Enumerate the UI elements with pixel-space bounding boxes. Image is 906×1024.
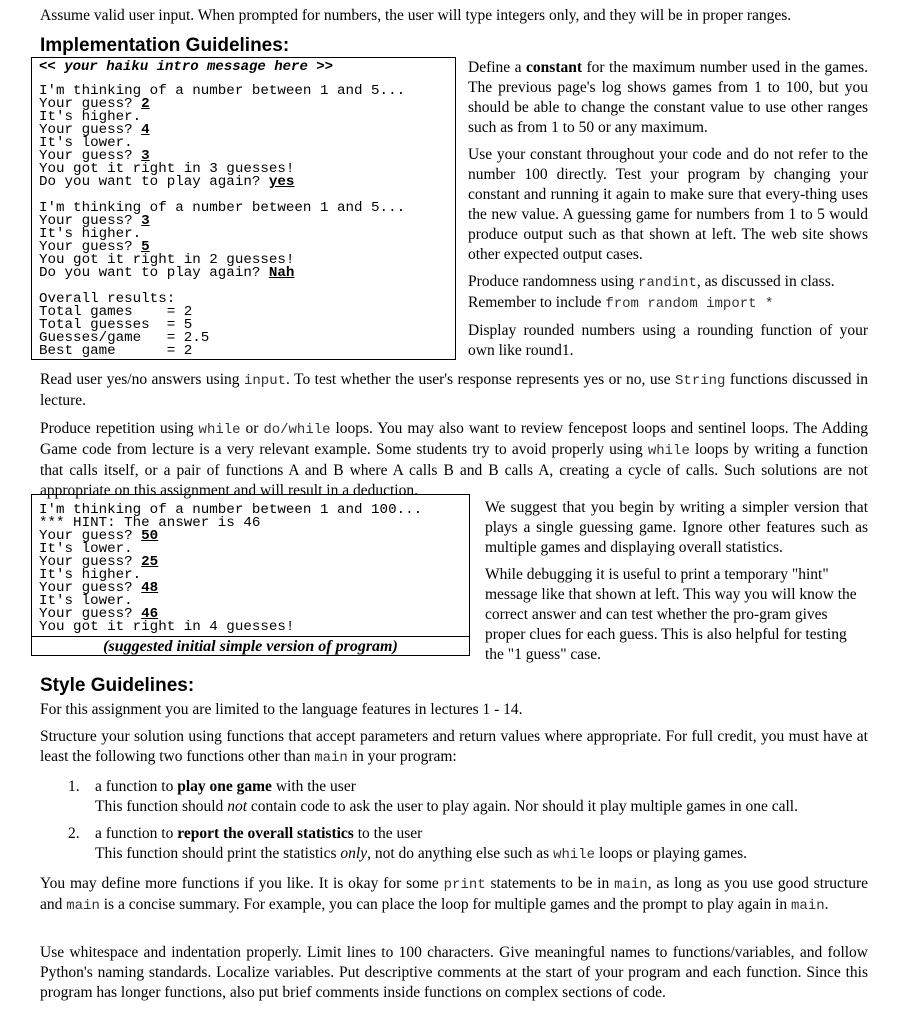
user-input: 3: [141, 148, 150, 164]
style-heading: Style Guidelines:: [40, 675, 195, 696]
console-line: Do you want to play again? yes: [39, 174, 295, 190]
intro-text: Assume valid user input. When prompted for numbers, the user will type integers only, and they will be in proper ranges.: [40, 7, 792, 24]
constant-paragraph: Define a constant for the maximum number used in the games. The previous page's log shows games from 1 to 100, but you should be able to change the constant value to use other ranges such as from 1 to 50 or any maximum.: [468, 59, 868, 136]
input-paragraph: Read user yes/no answers using input. To test whether the user's response represents yes or no, use String functions discussed in lecture.: [40, 371, 869, 409]
console-line: I'm thinking of a number between 1 and 100...: [39, 502, 423, 518]
stats-line: Total games = 2: [39, 304, 193, 320]
list-item-play-one-game: 1. a function to play one game with the user This function should not contain code to ask the user to play again. Nor should it play multiple games in one call.: [68, 778, 798, 815]
console-line: It's higher.: [39, 109, 142, 125]
console-line: You got it right in 2 guesses!: [39, 252, 295, 268]
simple-version-paragraph: We suggest that you begin by writing a simpler version that plays a single guessing game. Ignore other features such as multiple games and displaying overall statistics.: [485, 499, 868, 556]
more-functions-paragraph: You may define more functions if you like. It is okay for some print statements to be in main, as long as you use good structure and main is a concise summary. For example, you can place the loop for multiple games and the prompt to play again in main.: [40, 875, 869, 914]
user-input: 50: [141, 528, 159, 544]
console-line: Your guess? 46: [39, 606, 159, 622]
console-line: It's higher.: [39, 567, 142, 583]
console-line: Your guess? 3: [39, 213, 150, 229]
console-line: You got it right in 3 guesses!: [39, 161, 295, 177]
whitespace-paragraph: Use whitespace and indentation properly. Limit lines to 100 characters. Give meaningful names to functions/variables, and follow Python's naming standards. Localize variables. Put descriptive comments at the start of your program and each function. Since this program has longer functions, also put brief comments inside functions on complex sections of code.: [40, 944, 868, 1001]
loop-paragraph: Produce repetition using while or do/while loops. You may also want to review fencepost loops and sentinel loops. The Adding Game code from lecture is a very relevant example. Some students try to avoid properly using while loops by writing a function that calls itself, or a pair of functions A and B where A calls B and B calls A, creating a cycle of calls. Such solutions are not appropriate on this assignment and will result in a deduction.: [40, 420, 868, 499]
console-line: Your guess? 25: [39, 554, 159, 570]
haiku-placeholder: << your haiku intro message here >>: [39, 59, 334, 75]
console-line: It's higher.: [39, 226, 142, 242]
user-input: 48: [141, 580, 159, 596]
console-line: I'm thinking of a number between 1 and 5...: [39, 83, 406, 99]
lectures-paragraph: For this assignment you are limited to the language features in lectures 1 - 14.: [40, 701, 523, 718]
console-line: It's lower.: [39, 135, 133, 151]
console-line: Your guess? 3: [39, 148, 150, 164]
user-input: 5: [141, 239, 150, 255]
randomness-paragraph: Produce randomness using randint, as discussed in class. Remember to include from random import *: [468, 273, 835, 312]
console-line: Your guess? 5: [39, 239, 150, 255]
console-line: I'm thinking of a number between 1 and 5...: [39, 200, 406, 216]
stats-line: Guesses/game = 2.5: [39, 330, 210, 346]
simple-version-box: [31, 494, 470, 656]
console-line: Do you want to play again? Nah: [39, 265, 295, 281]
user-input: 46: [141, 606, 159, 622]
console-line: Your guess? 50: [39, 528, 159, 544]
box-caption: (suggested initial simple version of program): [32, 636, 469, 656]
hint-paragraph: While debugging it is useful to print a temporary "hint" message like that shown at left. This way you will know the correct answer and can test whether the pro-gram gives proper clues for each guess. This is also helpful for testing the "1 guess" case.: [485, 566, 857, 663]
user-input: 3: [141, 213, 150, 229]
rounding-paragraph: Display rounded numbers using a rounding function of your own like round1.: [468, 322, 868, 359]
console-line: Your guess? 4: [39, 122, 150, 138]
constant-usage-paragraph: Use your constant throughout your code and do not refer to the number 100 directly. Test your program by changing your constant and running it again to make sure that every-thing uses the new value. A guessing game for numbers from 1 to 5 would produce output such as that shown at left. The web site shows other expected output cases.: [468, 146, 868, 263]
stats-line: Total guesses = 5: [39, 317, 193, 333]
console-line: It's lower.: [39, 541, 133, 557]
implementation-heading: Implementation Guidelines:: [40, 35, 290, 56]
user-input: 4: [141, 122, 150, 138]
list-item-report-statistics: 2. a function to report the overall statistics to the user This function should print the statistics only, not do anything else such as while loops or playing games.: [68, 825, 748, 863]
console-line: Your guess? 48: [39, 580, 159, 596]
stats-title: Overall results:: [39, 291, 176, 307]
sample-output-box: [31, 57, 456, 360]
console-line: It's lower.: [39, 593, 133, 609]
user-input: yes: [268, 174, 295, 190]
user-input: 2: [141, 96, 150, 112]
user-input: 25: [141, 554, 159, 570]
stats-line: Best game = 2: [39, 343, 193, 359]
user-input: Nah: [268, 265, 295, 281]
structure-paragraph: Structure your solution using functions that accept parameters and return values where appropriate. For full credit, you must have at least the following two functions other than main in your program:: [40, 728, 868, 766]
console-line: Your guess? 2: [39, 96, 150, 112]
console-line: You got it right in 4 guesses!: [39, 619, 295, 635]
hint-line: *** HINT: The answer is 46: [39, 515, 261, 531]
